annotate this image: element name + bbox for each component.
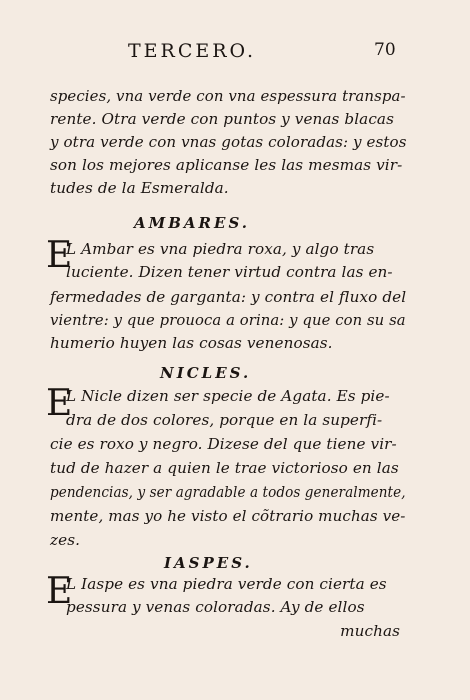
drop-cap: E [46,235,73,276]
text-line: tudes de la Esmeralda. [50,179,229,197]
drop-cap: E [46,571,73,612]
section-heading-nicles: NICLES. [160,364,252,382]
text-line: humerio huyen las cosas venenosas. [50,334,333,352]
page-number: 70 [374,40,396,60]
running-title: TERCERO. [128,40,257,62]
text-line: L Nicle dizen ser specie de Agata. Es pie- [66,387,390,405]
catchword: muchas [340,622,400,640]
text-line: L Ambar es vna piedra roxa, y algo tras [66,240,375,258]
text-line: tud de hazer a quien le trae victorioso en las [50,459,399,477]
section-heading-iaspes: IASPES. [164,554,253,572]
text-line: rente. Otra verde con puntos y venas blacas [50,110,394,128]
text-line: mente, mas yo he visto el cõtrario muchas ve- [50,507,406,525]
text-line: vientre: y que prouoca a orina: y que con su sa [50,311,406,329]
text-line: dra de dos colores, porque en la superfi- [66,411,383,429]
section-heading-ambares: AMBARES. [134,214,250,232]
text-line: pessura y venas coloradas. Ay de ellos [66,598,365,616]
text-line: y otra verde con vnas gotas coloradas: y estos [50,133,407,151]
text-line: zes. [50,531,81,549]
text-line: L Iaspe es vna piedra verde con cierta es [66,575,387,593]
text-line: son los mejores aplicanse les las mesmas vir- [50,156,403,174]
text-line: cie es roxo y negro. Dizese del que tiene vir- [50,435,397,453]
drop-cap: E [46,383,73,424]
text-line: fermedades de garganta: y contra el fluxo del [50,288,407,306]
text-line: luciente. Dizen tener virtud contra las en- [66,263,393,281]
text-line: species, vna verde con vna espessura transpa- [50,87,406,105]
text-line: pendencias, y ser agradable a todos generalmente, [50,483,406,501]
